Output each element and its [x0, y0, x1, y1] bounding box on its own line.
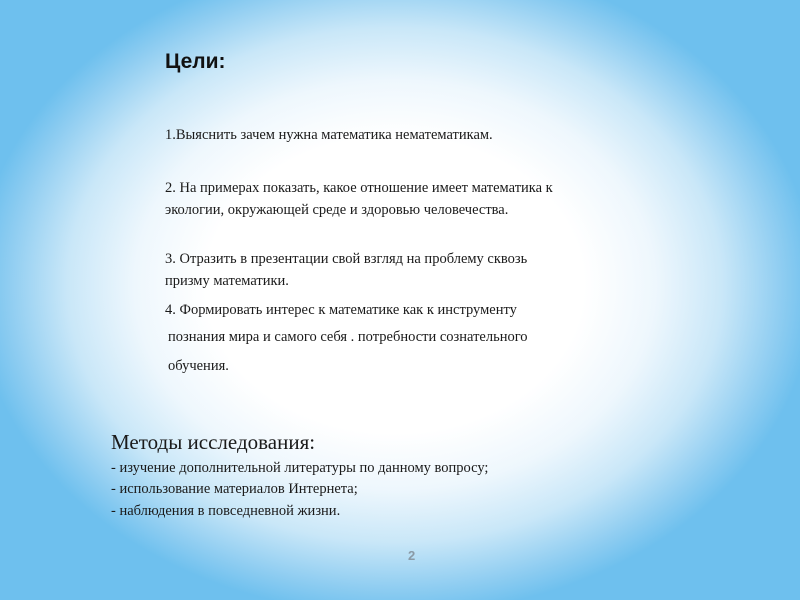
methods-title: Методы исследования:	[111, 430, 316, 454]
goal-item-2	[165, 177, 553, 221]
goal-item-2-line-1: 2. На примерах показать, какое отношение имеет математика к	[165, 180, 553, 196]
goal-item-4-line-1: 4. Формировать интерес к математике как к инструменту	[165, 302, 517, 318]
goal-item-2-line-2: экологии, окружающей среде и здоровью человечества.	[165, 202, 509, 218]
goals-title: Цели:	[165, 50, 226, 73]
method-item: - наблюдения в повседневной жизни.	[111, 503, 341, 519]
method-item: - использование материалов Интернета;	[111, 481, 358, 497]
goal-item-1: 1.Выяснить зачем нужна математика нематематикам.	[165, 127, 493, 143]
goal-item-3-line-1: 3. Отразить в презентации свой взгляд на проблему сквозь	[165, 251, 528, 267]
goal-item-3-line-2: призму математики.	[165, 273, 289, 289]
goal-item-3	[165, 248, 527, 292]
page-number: 2	[408, 548, 416, 563]
goal-item-4-line-3: обучения.	[168, 358, 229, 374]
goal-item-4-line-2: познания мира и самого себя . потребности сознательного	[168, 329, 528, 345]
method-item: - изучение дополнительной литературы по данному вопросу;	[111, 460, 489, 476]
